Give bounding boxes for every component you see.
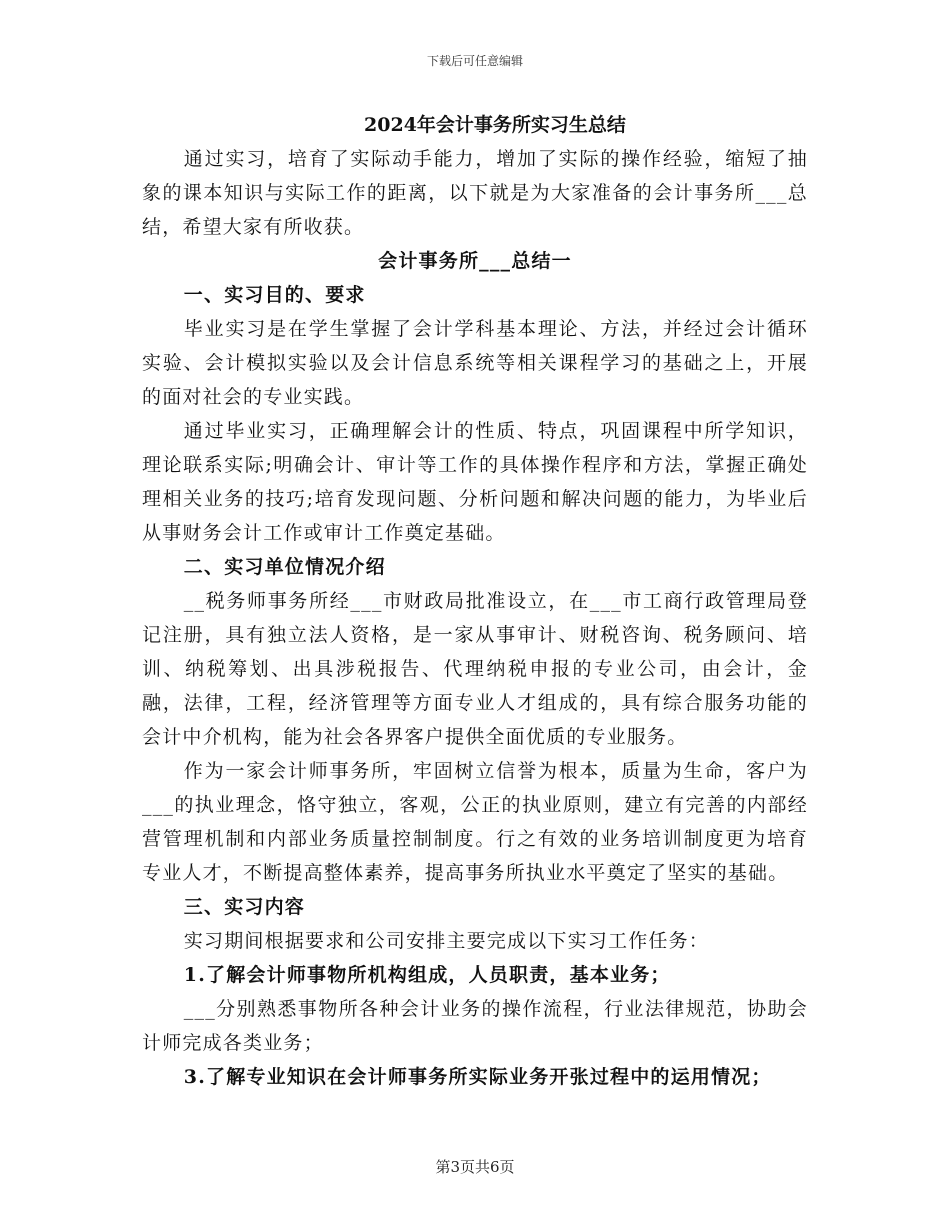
paragraph-unit-2: 作为一家会计师事务所，牢固树立信誉为根本，质量为生命，客户为___的执业理念，恪守独立，客观，公正的执业原则，建立有完善的内部经营管理机制和内部业务质量控制制度。行之有效的业务培训制度更为培育专业人才，不断提高整体素养，提高事务所执业水平奠定了坚实的基础。 [142, 760, 808, 884]
paragraph-item-1-detail: ___分别熟悉事物所各种会计业务的操作流程，行业法律规范，协助会计师完成各类业务； [142, 998, 808, 1054]
paragraph-purpose-2: 通过毕业实习，正确理解会计的性质、特点，巩固课程中所学知识，理论联系实际;明确会计、审计等工作的具体操作程序和方法，掌握正确处理相关业务的技巧;培育发现问题、分析问题和解决问题的能力，为毕业后从事财务会计工作或审计工作奠定基础。 [142, 420, 808, 544]
page-header-note: 下载后可任意编辑 [426, 54, 523, 68]
heading-content: 三、实习内容 [183, 896, 305, 918]
list-item-3: 3.了解专业知识在会计师事务所实际业务开张过程中的运用情况； [183, 1066, 772, 1088]
document-body [142, 108, 808, 1094]
paragraph-purpose-1: 毕业实习是在学生掌握了会计学科基本理论、方法，并经过会计循环实验、会计模拟实验以及会计信息系统等相关课程学习的基础之上，开展的面对社会的专业实践。 [142, 318, 808, 408]
list-item-1: 1.了解会计师事物所机构组成，人员职责，基本业务； [183, 964, 671, 986]
page-number: 第3页共6页 [435, 1158, 515, 1176]
document-title: 2024年会计事务所实习生总结 [364, 114, 626, 136]
intro-paragraph: 通过实习，培育了实际动手能力，增加了实际的操作经验，缩短了抽象的课本知识与实际工作的距离，以下就是为大家准备的会计事务所___总结，希望大家有所收获。 [142, 148, 808, 238]
paragraph-content-intro: 实习期间根据要求和公司安排主要完成以下实习工作任务： [183, 930, 709, 952]
heading-unit-intro: 二、实习单位情况介绍 [183, 556, 386, 578]
paragraph-unit-1: __税务师事务所经___市财政局批准设立，在___市工商行政管理局登记注册，具有独立法人资格，是一家从事审计、财税咨询、税务顾问、培训、纳税筹划、出具涉税报告、代理纳税申报的专业公司，由会计，金融，法律，工程，经济管理等方面专业人才组成的，具有综合服务功能的会计中介机构，能为社会各界客户提供全面优质的专业服务。 [142, 590, 808, 748]
section-title: 会计事务所___总结一 [378, 250, 572, 272]
heading-purpose: 一、实习目的、要求 [183, 284, 366, 306]
